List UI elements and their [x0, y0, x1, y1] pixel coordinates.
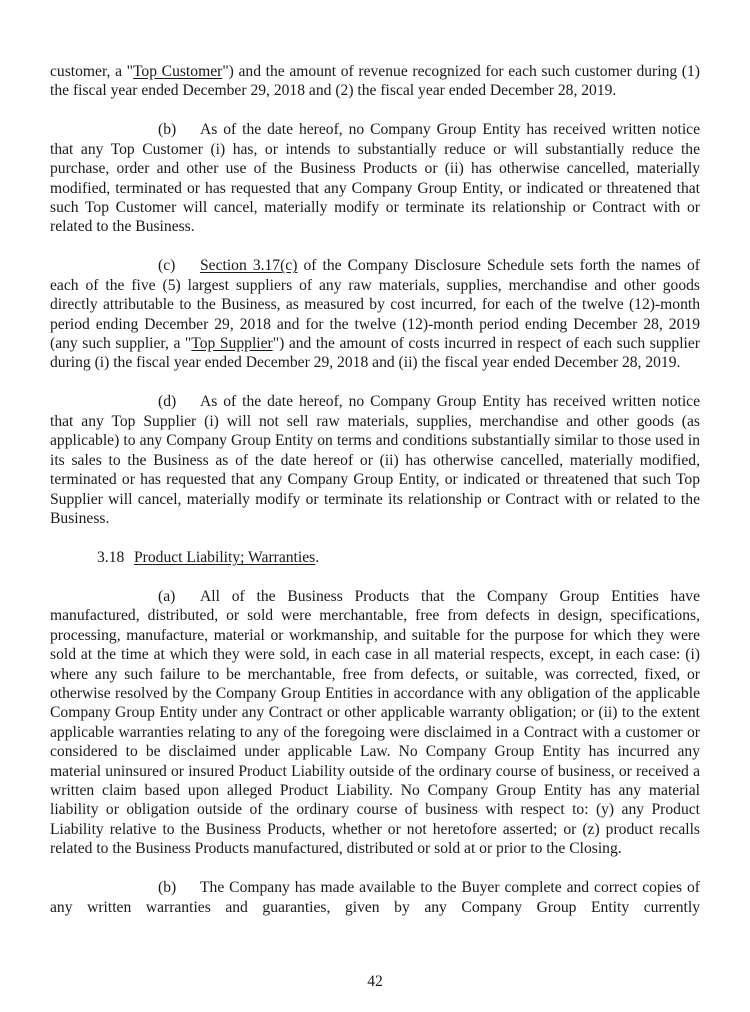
document-page	[50, 62, 700, 917]
paragraph-spacer	[50, 237, 700, 257]
clause-label: (c)	[158, 257, 176, 275]
defined-term-top-customer: Top Customer	[133, 63, 223, 80]
page-number: 42	[367, 973, 383, 990]
paragraph-3-17-c	[50, 256, 700, 372]
paragraph-spacer	[50, 101, 700, 121]
section-number: 3.18	[97, 548, 125, 566]
section-reference-link: Section 3.17(c)	[200, 257, 298, 275]
paragraph-text: The Company has made available to the Buyer complete and correct copies of any written warranties and guaranties, given by any Company Group Entity currently	[50, 879, 700, 916]
paragraph-3-17-d	[50, 392, 700, 528]
paragraph-spacer	[50, 859, 700, 879]
defined-term-top-supplier: Top Supplier	[191, 335, 273, 353]
paragraph-3-18-a	[50, 587, 700, 859]
paragraph-spacer	[50, 373, 700, 393]
paragraph-text: ") and the amount of revenue recognized for each such customer during (1) the fiscal year ended December 29, 2018 and (2) the fiscal year ended December 28, 2019.	[50, 63, 700, 100]
paragraph-spacer	[50, 567, 700, 587]
paragraph-top-customer-continued	[50, 62, 700, 101]
paragraph-3-18-b	[50, 878, 700, 917]
clause-label: (b)	[158, 121, 177, 139]
clause-label: (a)	[158, 587, 176, 605]
clause-label: (b)	[158, 879, 177, 897]
paragraph-3-17-b	[50, 120, 700, 236]
paragraph-spacer	[50, 528, 700, 548]
paragraph-text: All of the Business Products that the Company Group Entities have manufactured, distributed, or sold were merchantable, free from defects in design, specifications, processing, manufacture, material or workmanship, and suitable for the purpose for which they were sold at the time at which they were sold, in each case in all material respects, except, in each case: (i) where any such failure to be merchantable, free from defects, or suitable, was corrected, fixed, or otherwise resolved by the Company Group Entities in accordance with any obligation of the applicable Company Group Entity under any Contract or other applicable warranty obligation; or (ii) to the extent applicable warranties relating to any of the foregoing were disclaimed in a Contract with a customer or considered to be disclaimed under applicable Law. No Company Group Entity has incurred any material uninsured or insured Product Liability outside of the ordinary course of business, or received a written claim based upon alleged Product Liability. No Company Group Entity has any material liability or obligation outside of the ordinary course of business with respect to: (y) any Product Liability relative to the Business Products, whether or not heretofore asserted; or (z) product recalls related to the Business Products manufactured, distributed or sold at or prior to the Closing.	[50, 587, 700, 858]
paragraph-text: As of the date hereof, no Company Group Entity has received written notice that any Top Supplier (i) will not sell raw materials, supplies, merchandise and other goods (as applicable) to any Company Group Entity on terms and conditions substantially similar to those used in its sales to the Business as of the date hereof or (ii) has otherwise cancelled, materially modified, terminated or has requested that any Company Group Entity, or indicated or threatened that such Top Supplier will cancel, materially modify or terminate its relationship or Contract with or related to the Business.	[50, 393, 700, 527]
section-heading-3-18	[50, 548, 700, 567]
section-title-period: .	[315, 548, 320, 566]
paragraph-text: of the Company Disclosure Schedule sets forth the names of each of the five (5) largest suppliers of any raw materials, supplies, merchandise and other goods directly attributable to the Business, as measured by cost incurred, for each of the twelve (12)-month period ending December 29, 2018 and for the twelve (12)-month period ending December 28, 2019 (any such supplier, a "	[50, 257, 700, 353]
clause-label: (d)	[158, 393, 177, 411]
section-title: Product Liability; Warranties	[134, 548, 316, 566]
paragraph-text: ") and the amount of costs incurred in respect of each such supplier during (i) the fiscal year ended December 29, 2018 and (ii) the fiscal year ended December 28, 2019.	[50, 335, 700, 372]
paragraph-text: As of the date hereof, no Company Group Entity has received written notice that any Top Customer (i) has, or intends to substantially reduce or will substantially reduce the purchase, order and other use of the Business Products or (ii) has otherwise cancelled, materially modified, terminated or has requested that any Company Group Entity, or indicated or threatened that such Top Customer will cancel, materially modify or terminate its relationship or Contract with or related to the Business.	[50, 121, 700, 236]
paragraph-text: customer, a "	[50, 63, 133, 80]
